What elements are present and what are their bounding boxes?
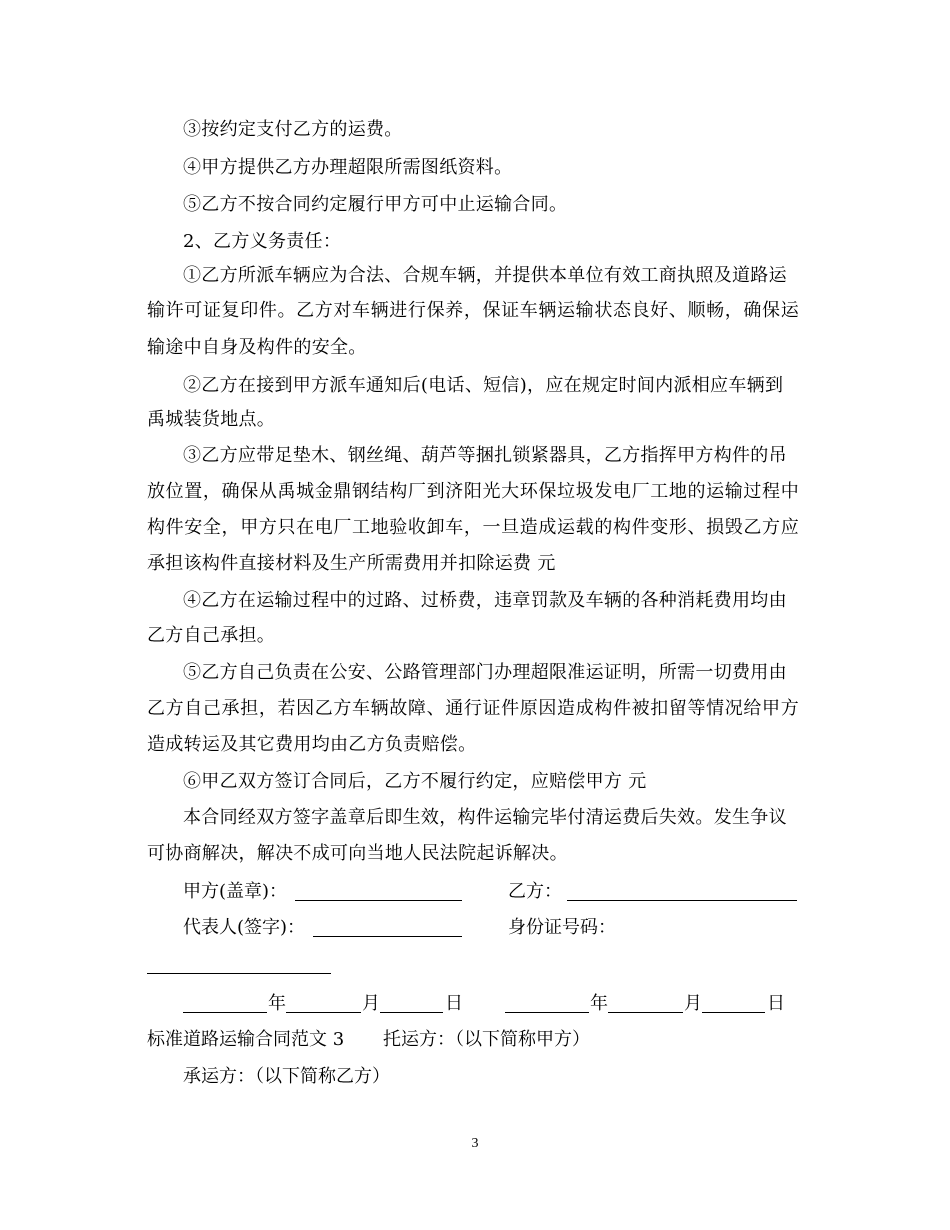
clause-text: ④甲方提供乙方办理超限所需图纸资料。	[183, 157, 513, 178]
clause-text: 放位置，确保从禹城金鼎钢结构厂到济阳光大环保垃圾发电厂工地的运输过程中	[147, 481, 799, 502]
carrier-label: 承运方：（以下简称乙方）	[183, 1066, 390, 1087]
clause-text: ②乙方在接到甲方派车通知后(电话、短信)，应在规定时间内派相应车辆到	[183, 375, 784, 396]
clause-text: 可协商解决，解决不成可向当地人民法院起诉解决。	[147, 843, 568, 864]
party-a-day-blank	[380, 1012, 443, 1013]
clause-text: 输途中自身及构件的安全。	[147, 337, 367, 358]
representative-label: 代表人(签字)：	[183, 917, 306, 938]
clause-text: ③按约定支付乙方的运费。	[183, 119, 403, 140]
next-contract-title: 标准道路运输合同范文 3	[147, 1029, 345, 1050]
party-a-signature-line	[295, 900, 462, 901]
clause-text: 本合同经双方签字盖章后即生效，构件运输完毕付清运费后失效。发生争议	[183, 807, 787, 828]
party-a-year-blank	[183, 1012, 267, 1013]
party-a-label: 甲方(盖章)：	[183, 881, 288, 902]
party-b-day: 日	[767, 993, 785, 1014]
party-b-year: 年	[590, 993, 608, 1014]
clause-text: ③乙方应带足垫木、钢丝绳、葫芦等捆扎锁紧器具，乙方指挥甲方构件的吊	[183, 445, 787, 466]
shipper-label: 托运方：（以下简称甲方）	[383, 1029, 590, 1050]
party-a-month-blank	[286, 1012, 361, 1013]
party-b-year-blank	[505, 1012, 589, 1013]
page-number: 3	[471, 1136, 479, 1151]
clause-text: ⑥甲乙双方签订合同后，乙方不履行约定，应赔偿甲方 元	[183, 771, 647, 792]
clause-text: 构件安全，甲方只在电厂工地验收卸车，一旦造成运载的构件变形、损毁乙方应	[147, 517, 799, 538]
section-heading: 2、乙方义务责任：	[183, 231, 342, 252]
clause-text: 输许可证复印件。乙方对车辆进行保养，保证车辆运输状态良好、顺畅，确保运	[147, 300, 799, 321]
clause-text: ⑤乙方自己负责在公安、公路管理部门办理超限准运证明，所需一切费用由	[183, 662, 787, 683]
party-a-month: 月	[362, 993, 380, 1014]
party-b-label: 乙方：	[508, 881, 562, 902]
clause-text: 乙方自己承担。	[147, 625, 276, 646]
party-a-year: 年	[268, 993, 286, 1014]
party-b-month: 月	[684, 993, 702, 1014]
clause-text: ⑤乙方不按合同约定履行甲方可中止运输合同。	[183, 194, 568, 215]
party-b-month-blank	[608, 1012, 683, 1013]
id-number-label: 身份证号码：	[508, 917, 616, 938]
party-b-day-blank	[702, 1012, 765, 1013]
party-a-day: 日	[445, 993, 463, 1014]
clause-text: ①乙方所派车辆应为合法、合规车辆，并提供本单位有效工商执照及道路运	[183, 265, 787, 286]
clause-text: 造成转运及其它费用均由乙方负责赔偿。	[147, 734, 477, 755]
representative-signature-line	[313, 936, 462, 937]
clause-text: ④乙方在运输过程中的过路、过桥费，违章罚款及车辆的各种消耗费用均由	[183, 590, 787, 611]
clause-text: 乙方自己承担，若因乙方车辆故障、通行证件原因造成构件被扣留等情况给甲方	[147, 698, 799, 719]
clause-text: 承担该构件直接材料及生产所需费用并扣除运费 元	[147, 553, 556, 574]
clause-text: 禹城装货地点。	[147, 409, 276, 430]
id-number-line	[147, 973, 331, 974]
party-b-signature-line	[567, 900, 797, 901]
